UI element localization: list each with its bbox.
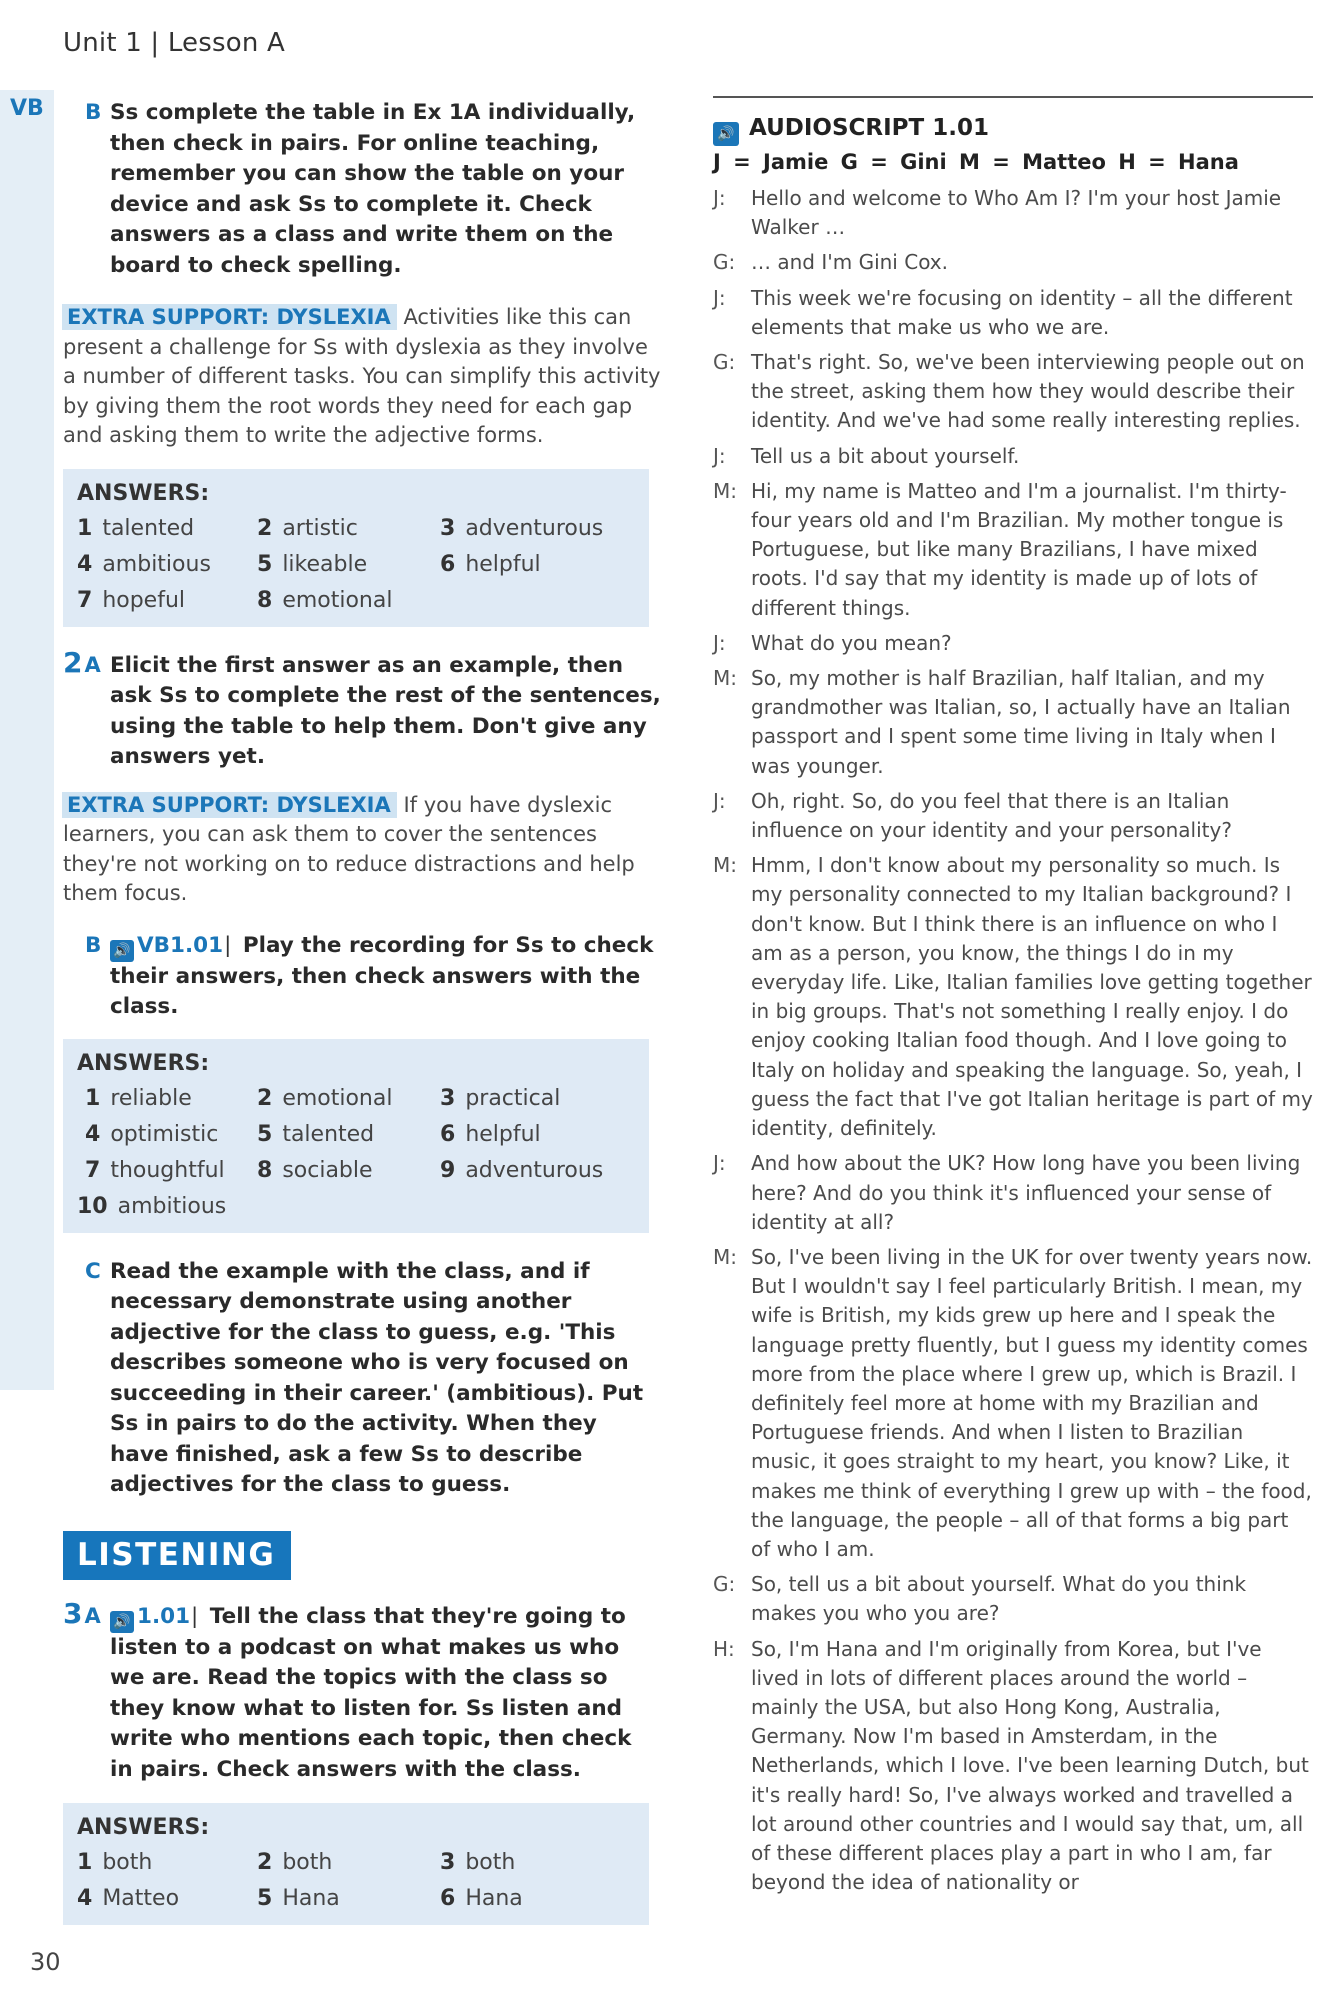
exercise-letter: B	[85, 100, 102, 125]
speaker-icon[interactable]: 🔊	[110, 940, 134, 962]
script-line: J: This week we're focusing on identity – all the different elements that make us who we are.	[713, 285, 1293, 339]
exercise-letter: C	[85, 1258, 101, 1284]
speaker-key: J = Jamie G = Gini M = Matteo H = Hana	[713, 150, 1239, 174]
exercise-2a	[63, 645, 661, 773]
exercise-2b: B 🔊 VB1.01| Play the recording for Ss to check their answers, then check answers with the class.	[85, 932, 654, 1019]
answers-box-3	[63, 1803, 649, 1925]
answer-item: 1 reliable	[85, 1085, 192, 1111]
top-rule-divider	[713, 96, 1313, 98]
exercise-text: Elicit the first answer as an example, then ask Ss to complete the rest of the sentences, using the table to help them. Don't give any answers yet.	[110, 652, 661, 769]
answer-item: 9 adventurous	[440, 1157, 604, 1183]
answer-item: 2 emotional	[257, 1085, 393, 1111]
script-line: J: Hello and welcome to Who Am I? I'm your host Jamie Walker …	[713, 186, 1282, 240]
exercise-1b	[63, 98, 661, 281]
page-number: 30	[30, 1948, 61, 1976]
audio-track-label[interactable]: VB1.01	[137, 932, 224, 958]
answers-box-2	[63, 1039, 649, 1233]
script-line: M: So, my mother is half Brazilian, half Italian, and my grandmother was Italian, so, I actually have an Italian passport and I spent some time living in Italy when I was younger.	[713, 666, 1291, 778]
answer-item: 7 thoughtful	[85, 1157, 225, 1183]
unit-lesson-header: Unit 1 | Lesson A	[63, 28, 285, 58]
answer-item: 8 emotional	[257, 587, 393, 613]
answer-item: 3 both	[440, 1850, 516, 1875]
answer-item: 6 helpful	[440, 1121, 541, 1147]
extra-support-tag: EXTRA SUPPORT: DYSLEXIA	[62, 792, 397, 818]
answer-item: 3 practical	[440, 1085, 561, 1111]
script-line: J: What do you mean?	[713, 630, 952, 655]
answers-title: ANSWERS:	[77, 1815, 210, 1840]
answer-item: 7 hopeful	[77, 587, 186, 613]
answer-item: 8 sociable	[257, 1157, 373, 1183]
answer-item: 6 helpful	[440, 551, 541, 577]
answer-item: 5 Hana	[257, 1886, 340, 1911]
exercise-text: Play the recording for Ss to check their answers, then check answers with the class.	[110, 932, 654, 1019]
listening-section-heading: LISTENING	[63, 1531, 291, 1580]
script-line: G: So, tell us a bit about yourself. What do you think makes you who you are?	[713, 1572, 1247, 1626]
answer-item: 5 talented	[257, 1121, 375, 1147]
answer-item: 3 adventurous	[440, 515, 604, 541]
answer-item: 4 ambitious	[77, 551, 211, 577]
speaker-icon[interactable]: 🔊	[713, 122, 739, 146]
answer-item: 1 talented	[77, 515, 195, 541]
answer-item: 4 optimistic	[85, 1121, 219, 1147]
extra-support-tag: EXTRA SUPPORT: DYSLEXIA	[62, 304, 397, 330]
exercise-2c	[63, 1257, 661, 1501]
answer-item: 6 Hana	[440, 1886, 523, 1911]
answer-item: 2 artistic	[257, 515, 358, 541]
script-line: J: And how about the UK? How long have you been living here? And do you think it's influenced your sense of identity at all?	[713, 1151, 1301, 1234]
audio-track-label[interactable]: 1.01	[137, 1603, 191, 1629]
script-line: M: So, I've been living in the UK for over twenty years now. But I wouldn't say I feel particularly British. I mean, my wife is British, my kids grew up here and I speak the language pretty fluently, but I guess my identity comes more from the place where I grew up, which is Brazil. I definitely feel more at home with my Brazilian and Portuguese friends. And when I listen to Brazilian music, it goes straight to my heart, you know? Like, it makes me think of everything I grew up with – the food, the language, the people – all of that forms a big part of who I am.	[713, 1244, 1313, 1561]
answer-item: 4 Matteo	[77, 1886, 180, 1911]
script-line: H: So, I'm Hana and I'm originally from Korea, but I've lived in lots of different places around the world – mainly the USA, but also Hong Kong, Australia, Germany. Now I'm based in Amsterdam, in the Netherlands, which I love. I've been learning Dutch, but it's really hard! So, I've always worked and travelled a lot around other countries and I would say that, um, all of these different places play a part in who I am, far beyond the idea of nationality or	[713, 1636, 1309, 1895]
exercise-letter: B	[85, 932, 102, 958]
vb-tag: VB	[10, 96, 44, 121]
left-column	[63, 98, 661, 1925]
answers-grid	[77, 511, 637, 619]
speaker-icon[interactable]: 🔊	[110, 1611, 134, 1633]
audioscript-column	[713, 92, 1313, 1897]
extra-support-box	[63, 303, 661, 451]
script-line: M: Hi, my name is Matteo and I'm a journalist. I'm thirty-four years old and I'm Brazilian. My mother tongue is Portuguese, but like many Brazilians, I have mixed roots. I'd say that my identity is made up of lots of different things.	[713, 478, 1287, 620]
answer-item: 5 likeable	[257, 551, 368, 577]
audioscript-title: 🔊 AUDIOSCRIPT 1.01	[713, 112, 1313, 146]
answers-title: ANSWERS:	[77, 1050, 210, 1076]
extra-support-text: Activities like this can present a challenge for Ss with dyslexia as they involve a number of different tasks. You can simplify this activity by giving them the root words they need for each gap and asking them to write the adjective forms.	[63, 305, 661, 447]
script-line: M: Hmm, I don't know about my personality so much. Is my personality connected to my Italian background? I don't know. But I think there is an influence on who I am as a person, you know, the things I do in my everyday life. Like, Italian families love getting together in big groups. That's not something I really enjoy. I do enjoy cooking Italian food though. And I love going to Italy on holiday and speaking the language. So, yeah, I guess the fact that I've got Italian heritage is part of my identity, definitely.	[713, 853, 1313, 1141]
answer-item: 10 ambitious	[77, 1193, 227, 1219]
exercise-number: 2A	[63, 645, 101, 679]
script-line: J: Oh, right. So, do you feel that there is an Italian influence on your identity and your personality?	[713, 788, 1232, 843]
answer-item: 2 both	[257, 1850, 333, 1875]
answers-box-1	[63, 469, 649, 627]
extra-support-box	[63, 791, 661, 909]
exercise-text: Tell the class that they're going to listen to a podcast on what makes us who we are. Read the topics with the class so they know what to listen for. Ss listen and write who mentions each topic, then check in pairs. Check answers with the class.	[110, 1603, 632, 1782]
audioscript-lines	[713, 184, 1313, 1897]
script-line: J: Tell us a bit about yourself.	[713, 443, 1020, 468]
answers-title: ANSWERS:	[77, 480, 210, 506]
answer-item: 1 both	[77, 1850, 153, 1875]
script-line: G: That's right. So, we've been interviewing people out on the street, asking them how they would describe their identity. And we've had some really interesting replies.	[713, 350, 1305, 433]
exercise-number: 3A	[63, 1596, 101, 1630]
answers-grid	[77, 1081, 637, 1225]
exercise-text: Read the example with the class, and if necessary demonstrate using another adjective for the class to guess, e.g. 'This describes someone who is very focused on succeeding in their career.' (ambitious). Put Ss in pairs to do the activity. When they have finished, ask a few Ss to describe adjectives for the class to guess.	[110, 1258, 644, 1497]
extra-support-text: If you have dyslexic learners, you can ask them to cover the sentences they're not working on to reduce distractions and help them focus.	[63, 792, 635, 905]
script-line: G: … and I'm Gini Cox.	[713, 250, 949, 275]
vb-sidebar-band	[0, 90, 54, 1390]
exercise-text: Ss complete the table in Ex 1A individually, then check in pairs. For online teaching, remember you can show the table on your device and ask Ss to complete it. Check answers as a class and write them on the board to check spelling.	[110, 100, 636, 278]
answers-grid	[77, 1845, 637, 1917]
exercise-3a: 3A 🔊 1.01| Tell the class that they're going to listen to a podcast on what makes us who we are. Read the topics with the class so they know what to listen for. Ss listen and write who mentions each topic, then check in pairs. Check answers with the class.	[63, 1596, 632, 1782]
